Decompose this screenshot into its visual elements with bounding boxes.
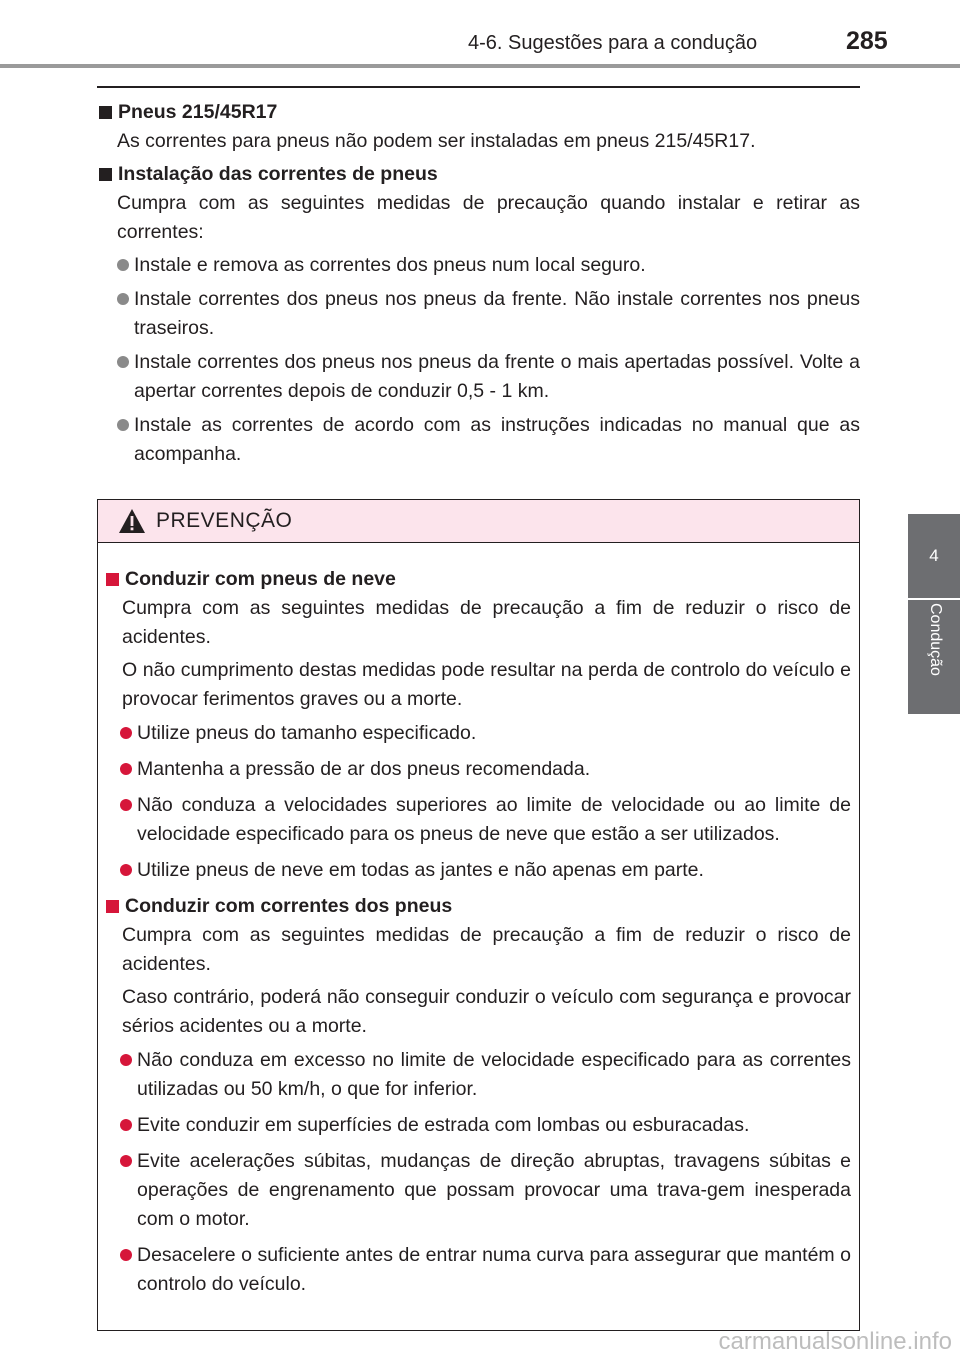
bullet-text: Utilize pneus do tamanho especificado. [137, 722, 477, 744]
paragraph: Cumpra com as seguintes medidas de precaução quando instalar e retirar as correntes: [117, 192, 860, 243]
bullet-item [104, 719, 851, 748]
section-heading [97, 98, 860, 127]
header-title: 4-6. Sugestões para a condução [468, 32, 758, 54]
bullet-item [104, 1111, 851, 1140]
bullet-text: Não conduza a velocidades superiores ao limite de velocidade ou ao limite de velocidade especificado para os pneus de neve que estão a ser utilizados. [137, 794, 851, 845]
warning-title: PREVENÇÃO [156, 509, 293, 532]
bullet-text: Instale e remova as correntes dos pneus num local seguro. [134, 254, 646, 276]
bullet-dot-icon [120, 1054, 132, 1066]
bullet-text: Evite acelerações súbitas, mudanças de direção abruptas, travagens súbitas e operações de engrenamento que possam provocar uma trava-gem inesperada com o motor. [137, 1150, 851, 1230]
page-number: 285 [846, 27, 888, 55]
bullet-text: Utilize pneus de neve em todas as jantes e não apenas em parte. [137, 859, 704, 881]
main-content [97, 94, 860, 474]
warning-header [98, 500, 859, 543]
warning-body [98, 543, 859, 1299]
paragraph: Cumpra com as seguintes medidas de precaução a fim de reduzir o risco de acidentes. [122, 597, 851, 648]
bullet-item [97, 411, 860, 469]
bullet-dot-icon [120, 1155, 132, 1167]
bullet-dot-icon [120, 763, 132, 775]
bullet-item [104, 856, 851, 885]
bullet-item [97, 285, 860, 343]
chapter-label: Condução [927, 603, 944, 676]
bullet-text: Mantenha a pressão de ar dos pneus recomendada. [137, 758, 591, 780]
bullet-dot-icon [117, 356, 129, 368]
square-bullet-icon [106, 573, 119, 586]
chapter-number-tab: 4 [908, 514, 960, 598]
paragraph: As correntes para pneus não podem ser instaladas em pneus 215/45R17. [117, 130, 756, 152]
bullet-dot-icon [120, 799, 132, 811]
bullet-item [104, 1241, 851, 1299]
bullet-dot-icon [120, 727, 132, 739]
paragraph: O não cumprimento destas medidas pode resultar na perda de controlo do veículo e provocar ferimentos graves ou a morte. [122, 659, 851, 710]
bullet-text: Instale correntes dos pneus nos pneus da frente o mais apertadas possível. Volte a apertar correntes depois de conduzir 0,5 - 1 km. [134, 351, 860, 402]
bullet-text: Instale as correntes de acordo com as instruções indicadas no manual que as acompanha. [134, 414, 860, 465]
warning-box [97, 499, 860, 1331]
bullet-dot-icon [117, 293, 129, 305]
warning-triangle-icon [118, 508, 146, 534]
section-heading-text: Conduzir com correntes dos pneus [125, 895, 453, 917]
watermark: carmanualsonline.info [718, 1328, 952, 1355]
section-heading-text: Conduzir com pneus de neve [125, 568, 396, 590]
bullet-dot-icon [117, 419, 129, 431]
bullet-text: Evite conduzir em superfícies de estrada com lombas ou esburacadas. [137, 1114, 750, 1136]
square-bullet-icon [106, 900, 119, 913]
bullet-dot-icon [117, 259, 129, 271]
bullet-item [104, 791, 851, 849]
paragraph: Cumpra com as seguintes medidas de precaução a fim de reduzir o risco de acidentes. [122, 924, 851, 975]
bullet-item [104, 1147, 851, 1234]
header-rule [0, 64, 960, 68]
section-heading [104, 892, 851, 921]
bullet-item [104, 1046, 851, 1104]
section-heading-text: Pneus 215/45R17 [118, 101, 278, 123]
bullet-dot-icon [120, 1249, 132, 1261]
paragraph: Caso contrário, poderá não conseguir conduzir o veículo com segurança e provocar sérios acidentes ou a morte. [122, 986, 851, 1037]
section-heading-text: Instalação das correntes de pneus [118, 163, 438, 185]
section-heading [104, 565, 851, 594]
bullet-dot-icon [120, 864, 132, 876]
bullet-text: Não conduza em excesso no limite de velocidade especificado para as correntes utilizadas ou 50 km/h, o que for inferior. [137, 1049, 851, 1100]
bullet-dot-icon [120, 1119, 132, 1131]
bullet-text: Desacelere o suficiente antes de entrar numa curva para assegurar que mantém o controlo do veículo. [137, 1244, 851, 1295]
bullet-item [97, 251, 860, 280]
bullet-text: Instale correntes dos pneus nos pneus da frente. Não instale correntes nos pneus traseiros. [134, 288, 860, 339]
bullet-item [97, 348, 860, 406]
section-top-rule [97, 86, 860, 88]
section-heading [97, 160, 860, 189]
square-bullet-icon [99, 168, 112, 181]
bullet-item [104, 755, 851, 784]
square-bullet-icon [99, 106, 112, 119]
